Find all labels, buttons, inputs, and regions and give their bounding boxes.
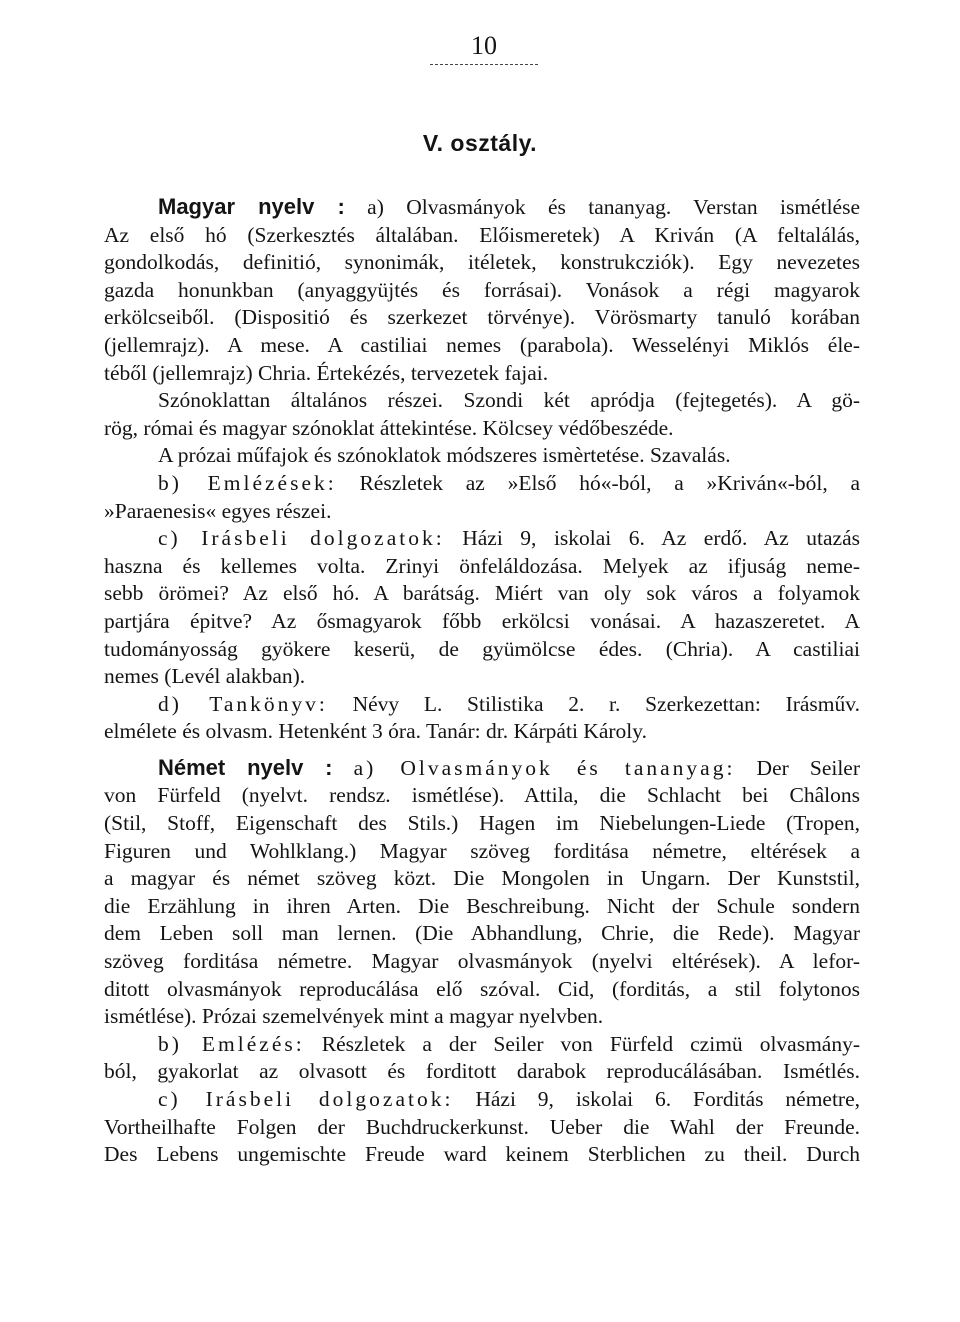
page-number-rule bbox=[430, 64, 538, 65]
text-line: a magyar és német szöveg közt. Die Mongolen in Ungarn. Der Kunststil, bbox=[104, 866, 860, 891]
text-line: tudományosság gyökere keserü, de gyümölcse édes. (Chria). A castiliai bbox=[104, 636, 860, 661]
text-line: elmélete és olvasm. Hetenként 3 óra. Tanár: dr. Kárpáti Károly. bbox=[104, 719, 647, 744]
text-line bbox=[104, 691, 860, 719]
text-line: szöveg forditása németre. Magyar olvasmányok (nyelvi eltérések). A lefor- bbox=[104, 949, 860, 974]
text-line bbox=[104, 525, 860, 553]
text-line bbox=[104, 1031, 860, 1059]
text-line: Szónoklattan általános részei. Szondi két apródja (fejtegetés). A gö- bbox=[158, 388, 860, 413]
text-line: Des Lebens ungemischte Freude ward keinem Sterblichen zu theil. Durch bbox=[104, 1142, 860, 1167]
text-line: partjára épitve? Az ősmagyarok főbb erkölcsi vonásai. A hazaszeretet. A bbox=[104, 608, 860, 633]
text-line: rög, római és magyar szónoklat áttekintése. Kölcsey védőbeszéde. bbox=[104, 415, 674, 440]
text-line: Vortheilhafte Folgen der Buchdruckerkunst. Ueber die Wahl der Freunde. bbox=[104, 1114, 860, 1139]
text-line: ditott olvasmányok reproducálása elő szóval. Cid, (forditás, a stil folytonos bbox=[104, 976, 860, 1001]
subject-heading-nemet: Német nyelv : bbox=[158, 754, 333, 780]
text-line bbox=[104, 193, 860, 222]
text-line: téből (jellemrajz) Chria. Értekézés, tervezetek fajai. bbox=[104, 360, 549, 385]
text-span: a) Olvasmányok és tananyag. Verstan ismétlése bbox=[367, 195, 861, 219]
text-line: erkölcseiből. (Dispositió és szerkezet törvénye). Vörösmarty tanuló korában bbox=[104, 305, 860, 330]
text-line: ból, gyakorlat az olvasott és forditott darabok reproducálásában. Ismétlés. bbox=[104, 1059, 860, 1084]
text-line: sebb örömei? Az első hó. A barátság. Miért van oly sok város a folyamok bbox=[104, 581, 860, 606]
page-number: 10 bbox=[471, 31, 497, 60]
text-line bbox=[104, 754, 860, 783]
text-line: von Fürfeld (nyelvt. rendsz. ismétlése). Attila, die Schlacht bei Châlons bbox=[104, 783, 860, 808]
text-line: nemes (Levél alakban). bbox=[104, 664, 306, 689]
text-line: Figuren und Wohlklang.) Magyar szöveg forditása németre, eltérések a bbox=[104, 838, 860, 863]
body-text bbox=[104, 193, 860, 1169]
subsection-label: d) Tankönyv: bbox=[158, 691, 328, 716]
text-line: die Erzählung in ihren Arten. Die Beschreibung. Nicht der Schule sondern bbox=[104, 893, 860, 918]
text-line: dem Leben soll man lernen. (Die Abhandlung, Chrie, die Rede). Magyar bbox=[104, 921, 860, 946]
text-span: Házi 9, iskolai 6. Forditás németre, bbox=[475, 1087, 861, 1111]
text-span: Részletek a der Seiler von Fürfeld czimü olvasmány- bbox=[321, 1031, 861, 1056]
text-line: ismétlése). Prózai szemelvények mint a magyar nyelvben. bbox=[104, 1004, 604, 1029]
text-line: (Stil, Stoff, Eigenschaft des Stils.) Hagen im Niebelungen-Liede (Tropen, bbox=[104, 811, 860, 836]
subsection-label: a) Olvasmányok és tananyag: bbox=[353, 755, 736, 780]
text-line: Az első hó (Szerkesztés általában. Előismeretek) A Kriván (A feltalálás, bbox=[104, 222, 860, 247]
text-line: (jellemrajz). A mese. A castiliai nemes (parabola). Wesselényi Miklós éle- bbox=[104, 332, 860, 357]
text-span: Házi 9, iskolai 6. Az erdő. Az utazás bbox=[462, 526, 861, 551]
text-line: A prózai műfajok és szónoklatok módszeres ismèrtetése. Szavalás. bbox=[158, 443, 731, 468]
text-span: Névy L. Stilistika 2. r. Szerkezettan: Irásműv. bbox=[352, 691, 861, 716]
text-line bbox=[104, 470, 860, 498]
text-span: Der Seiler bbox=[756, 755, 861, 780]
subsection-label: c) Irásbeli dolgozatok: bbox=[158, 526, 445, 551]
text-line: haszna és kellemes volta. Zrinyi önfeláldozása. Melyek az ifjuság neme- bbox=[104, 553, 860, 578]
text-line bbox=[104, 1086, 860, 1114]
subject-heading-magyar: Magyar nyelv : bbox=[158, 194, 345, 219]
subsection-label: c) Irásbeli dolgozatok: bbox=[158, 1087, 454, 1111]
subsection-label: b) Emlézések: bbox=[158, 470, 337, 495]
section-title: V. osztály. bbox=[422, 130, 538, 156]
text-line: »Paraenesis« egyes részei. bbox=[104, 498, 332, 523]
text-line: gazda honunkban (anyaggyüjtés és forrásai). Vonások a régi magyarok bbox=[104, 277, 860, 302]
text-span: Részletek az »Első hó«-ból, a »Kriván«-ból, a bbox=[359, 470, 860, 495]
subsection-label: b) Emlézés: bbox=[158, 1031, 305, 1056]
text-line: gondolkodás, definitió, synonimák, itéletek, konstrukcziók). Egy nevezetes bbox=[104, 250, 860, 275]
